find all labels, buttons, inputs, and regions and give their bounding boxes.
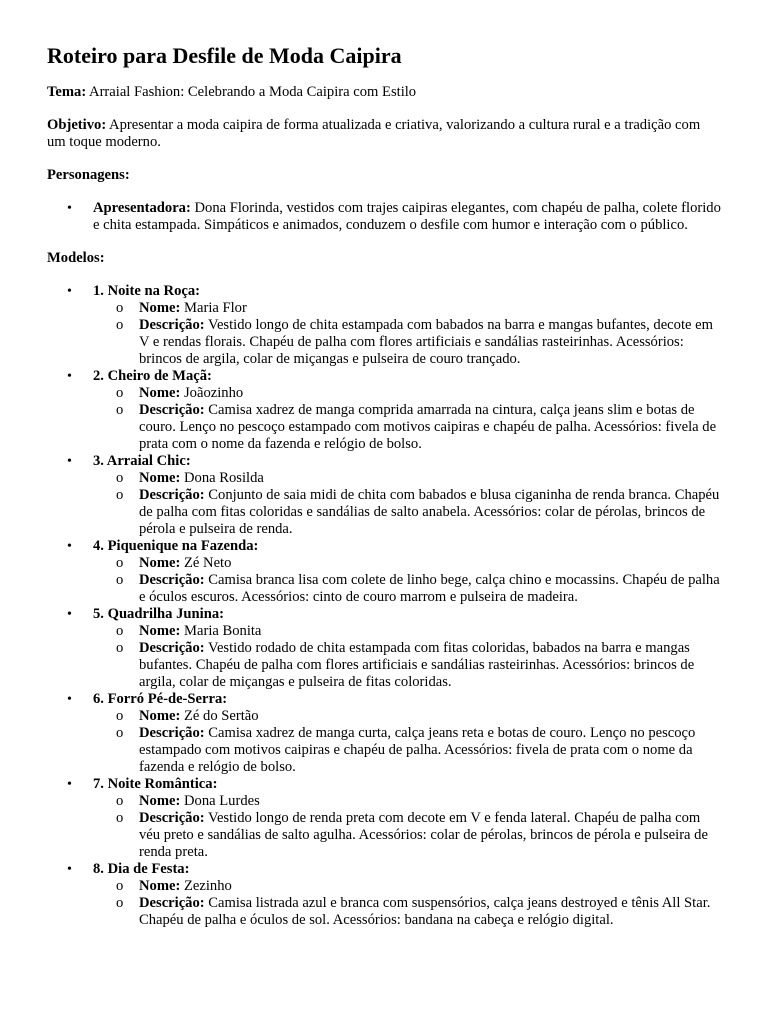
modelo-description-label: Descrição:: [139, 572, 205, 588]
modelo-description-text: Camisa xadrez de manga comprida amarrada na cintura, calça jeans slim e botas de couro. Lenço no pescoço estampado com motivos caipiras e chapéu de palha. Acessórios: fivela de prata com o nome da fazenda e relógio de bolso.: [139, 402, 717, 452]
modelo-name-text: Maria Flor: [184, 300, 247, 316]
modelo-description-row: [93, 317, 721, 368]
bullet-icon: •: [67, 454, 72, 469]
circle-bullet-icon: o: [116, 810, 124, 826]
modelo-item: [47, 368, 721, 453]
modelo-description-row: [93, 640, 721, 691]
personagens-list: [47, 200, 721, 234]
modelo-details: [93, 470, 721, 538]
bullet-icon: •: [67, 539, 72, 554]
circle-bullet-icon: o: [116, 470, 124, 486]
tema-label: Tema:: [47, 84, 87, 100]
modelo-description-text: Camisa xadrez de manga curta, calça jeans reta e botas de couro. Lenço no pescoço estampado com motivos caipiras e chapéu de palha. Acessórios: fivela de prata com o nome da fazenda e relógio de bolso.: [139, 725, 696, 775]
circle-bullet-icon: o: [116, 725, 124, 741]
modelo-description-text: Camisa branca lisa com colete de linho bege, calça chino e mocassins. Chapéu de palha e óculos escuros. Acessórios: cinto de couro marrom e pulseira de madeira.: [139, 572, 720, 605]
circle-bullet-icon: o: [116, 623, 124, 639]
circle-bullet-icon: o: [116, 487, 124, 503]
objetivo-text: Apresentar a moda caipira de forma atualizada e criativa, valorizando a cultura rural e a tradição com um toque moderno.: [47, 117, 701, 150]
modelo-title: 4. Piquenique na Fazenda:: [93, 538, 259, 554]
modelo-details: [93, 623, 721, 691]
modelo-description-row: [93, 810, 721, 861]
modelos-list: [47, 283, 721, 929]
circle-bullet-icon: o: [116, 572, 124, 588]
modelo-item: [47, 283, 721, 368]
modelo-description-text: Vestido longo de renda preta com decote em V e fenda lateral. Chapéu de palha com véu preto e sandálias de salto agulha. Acessórios: colar de pérolas, brincos de pérola e pulseira de renda preta.: [139, 810, 708, 860]
modelo-title: 5. Quadrilha Junina:: [93, 606, 224, 622]
modelo-description-label: Descrição:: [139, 895, 205, 911]
circle-bullet-icon: o: [116, 708, 124, 724]
circle-bullet-icon: o: [116, 878, 124, 894]
modelo-details: [93, 385, 721, 453]
personagem-text: Dona Florinda, vestidos com trajes caipiras elegantes, com chapéu de palha, colete florido e chita estampada. Simpáticos e animados, conduzem o desfile com humor e interação com o público.: [93, 200, 721, 233]
modelo-description-row: [93, 487, 721, 538]
modelo-name-label: Nome:: [139, 470, 181, 486]
modelo-name-row: [93, 385, 721, 402]
tema-text: Arraial Fashion: Celebrando a Moda Caipira com Estilo: [89, 84, 417, 100]
modelo-item: [47, 776, 721, 861]
modelo-name-label: Nome:: [139, 300, 181, 316]
modelo-description-label: Descrição:: [139, 402, 205, 418]
modelo-description-row: [93, 725, 721, 776]
modelo-name-row: [93, 623, 721, 640]
modelo-item: [47, 861, 721, 929]
modelo-name-row: [93, 878, 721, 895]
personagens-heading: Personagens:: [47, 167, 130, 183]
modelo-name-text: Zé do Sertão: [184, 708, 259, 724]
circle-bullet-icon: o: [116, 402, 124, 418]
personagem-item: [47, 200, 721, 234]
circle-bullet-icon: o: [116, 640, 124, 656]
tema-paragraph: [47, 84, 721, 101]
circle-bullet-icon: o: [116, 385, 124, 401]
modelo-details: [93, 708, 721, 776]
modelo-item: [47, 691, 721, 776]
modelo-description-row: [93, 572, 721, 606]
modelo-name-label: Nome:: [139, 385, 181, 401]
modelo-description-text: Vestido longo de chita estampada com babados na barra e mangas bufantes, decote em V e rendas florais. Chapéu de palha com flores artificiais e sandálias rasteirinhas. Acessórios: brincos de argila, colar de miçangas e pulseira de couro trançado.: [139, 317, 713, 367]
modelo-name-row: [93, 793, 721, 810]
modelo-title: 6. Forró Pé-de-Serra:: [93, 691, 228, 707]
modelo-description-text: Camisa listrada azul e branca com suspensórios, calça jeans destroyed e tênis All Star. Chapéu de palha e óculos de sol. Acessórios: bandana na cabeça e relógio digital.: [139, 895, 711, 928]
modelo-name-row: [93, 555, 721, 572]
modelo-description-text: Conjunto de saia midi de chita com babados e blusa ciganinha de renda branca. Chapéu de palha com fitas coloridas e sandálias de salto anabela. Acessórios: colar de pérolas, brincos de pérola e pulseira de renda.: [139, 487, 720, 537]
modelo-description-row: [93, 402, 721, 453]
modelo-name-label: Nome:: [139, 555, 181, 571]
modelo-description-label: Descrição:: [139, 810, 205, 826]
objetivo-paragraph: [47, 117, 721, 151]
modelo-name-label: Nome:: [139, 623, 181, 639]
bullet-icon: •: [67, 777, 72, 792]
circle-bullet-icon: o: [116, 793, 124, 809]
modelo-name-text: Joãozinho: [184, 385, 244, 401]
circle-bullet-icon: o: [116, 895, 124, 911]
modelo-details: [93, 300, 721, 368]
modelo-description-text: Vestido rodado de chita estampada com fitas coloridas, babados na barra e mangas bufantes. Chapéu de palha com flores artificiais e sandálias rasteirinhas. Acessórios: brincos de argila, colar de miçangas e pulseira de fitas coloridas.: [139, 640, 695, 690]
circle-bullet-icon: o: [116, 317, 124, 333]
modelo-item: [47, 606, 721, 691]
modelo-details: [93, 555, 721, 606]
modelos-heading: Modelos:: [47, 250, 105, 266]
modelo-name-row: [93, 470, 721, 487]
modelo-name-label: Nome:: [139, 793, 181, 809]
modelo-name-row: [93, 300, 721, 317]
bullet-icon: •: [67, 284, 72, 299]
bullet-icon: •: [67, 862, 72, 877]
modelo-item: [47, 453, 721, 538]
modelo-description-label: Descrição:: [139, 725, 205, 741]
bullet-icon: •: [67, 607, 72, 622]
modelo-title: 7. Noite Romântica:: [93, 776, 218, 792]
circle-bullet-icon: o: [116, 555, 124, 571]
circle-bullet-icon: o: [116, 300, 124, 316]
modelo-name-label: Nome:: [139, 878, 181, 894]
objetivo-label: Objetivo:: [47, 117, 107, 133]
modelo-description-row: [93, 895, 721, 929]
modelo-name-text: Zezinho: [184, 878, 232, 894]
modelo-details: [93, 878, 721, 929]
modelo-description-label: Descrição:: [139, 487, 205, 503]
personagem-label: Apresentadora:: [93, 200, 191, 216]
modelo-name-text: Zé Neto: [184, 555, 232, 571]
modelo-name-row: [93, 708, 721, 725]
bullet-icon: •: [67, 369, 72, 384]
modelo-description-label: Descrição:: [139, 317, 205, 333]
modelo-description-label: Descrição:: [139, 640, 205, 656]
modelo-name-text: Dona Lurdes: [184, 793, 260, 809]
modelo-name-text: Dona Rosilda: [184, 470, 264, 486]
document-title: Roteiro para Desfile de Moda Caipira: [47, 43, 402, 68]
modelo-title: 8. Dia de Festa:: [93, 861, 190, 877]
modelo-item: [47, 538, 721, 606]
modelo-title: 1. Noite na Roça:: [93, 283, 201, 299]
modelo-title: 3. Arraial Chic:: [93, 453, 191, 469]
modelo-details: [93, 793, 721, 861]
bullet-icon: •: [67, 201, 72, 216]
bullet-icon: •: [67, 692, 72, 707]
modelo-title: 2. Cheiro de Maçã:: [93, 368, 212, 384]
modelo-name-text: Maria Bonita: [184, 623, 262, 639]
modelo-name-label: Nome:: [139, 708, 181, 724]
